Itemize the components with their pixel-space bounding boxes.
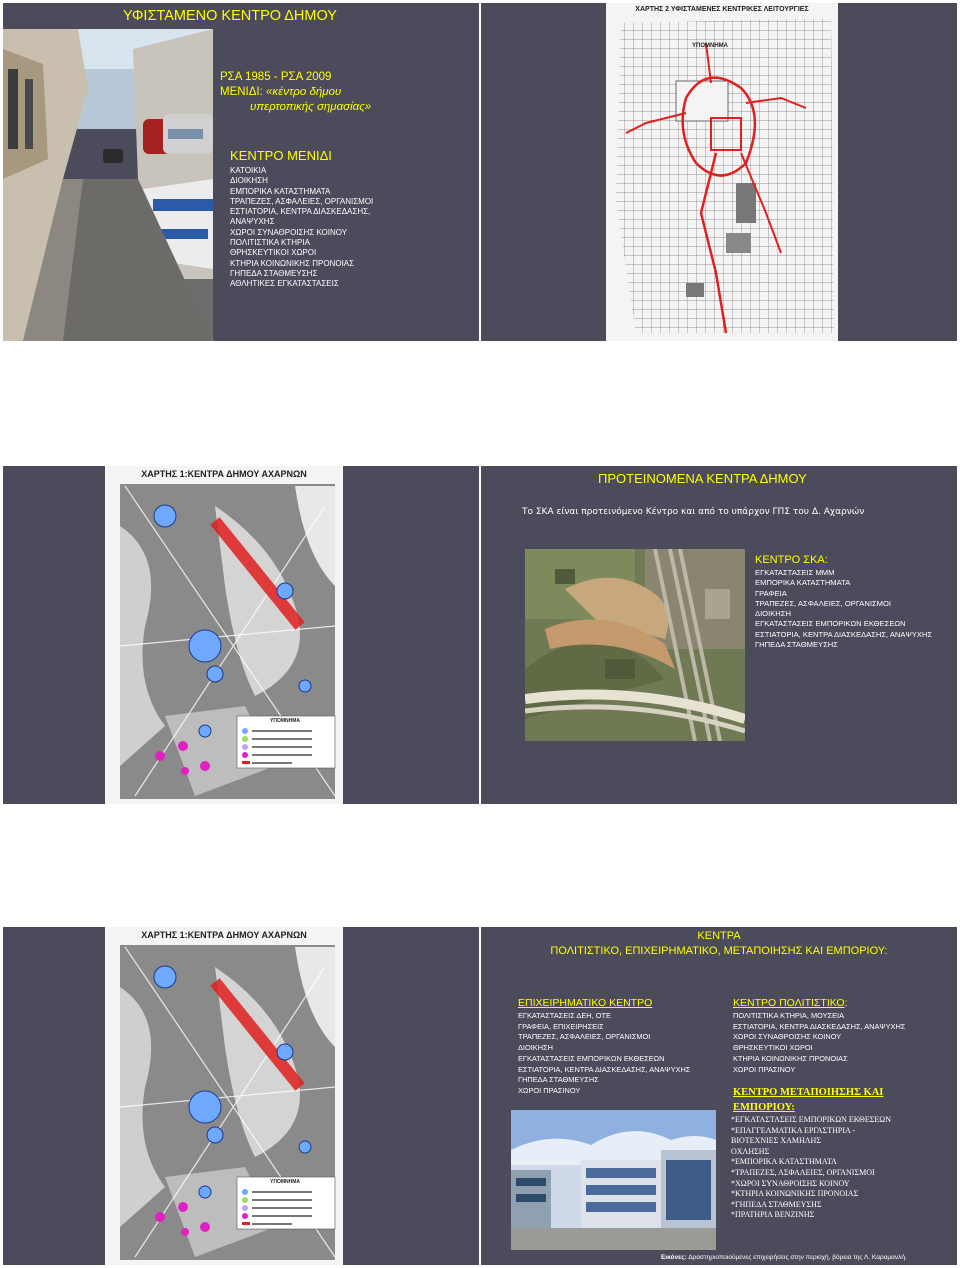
slide-centers-types xyxy=(481,927,957,1265)
map-title: ΧΑΡΤΗΣ 1:ΚΕΝΤΡΑ ΔΗΜΟΥ ΑΧΑΡΝΩΝ xyxy=(141,469,307,479)
list-item: *ΕΠΑΓΓΕΛΜΑΤΙΚΑ ΕΡΓΑΣΤΗΡΙΑ - xyxy=(731,1125,855,1135)
slide-proposed-centers xyxy=(481,466,957,804)
list-item: ΕΜΠΟΡΙΚΑ ΚΑΤΑΣΤΗΜΑΤΑ xyxy=(755,578,851,588)
ska-items xyxy=(755,568,932,650)
manuf-heading-line2: ΕΜΠΟΡΙΟΥ: xyxy=(733,1102,795,1113)
menidi-quote: «κέντρο δήμου xyxy=(266,86,342,98)
list-item: *ΤΡΑΠΕΖΕΣ, ΑΣΦΑΛΕΙΕΣ, ΟΡΓΑΝΙΣΜΟΙ xyxy=(731,1167,875,1177)
list-item: *ΚΤΗΡΙΑ ΚΟΙΝΩΝΙΚΗΣ ΠΡΟΝΟΙΑΣ xyxy=(731,1189,859,1199)
menidi-quote-line2: υπερτοπικής σημασίας» xyxy=(250,101,372,113)
map-title: ΧΑΡΤΗΣ 2 ΥΦΙΣΤΑΜΕΝΕΣ ΚΕΝΤΡΙΚΕΣ ΛΕΙΤΟΥΡΓΙΕΣ xyxy=(635,6,809,13)
ska-aerial-photo xyxy=(525,549,745,741)
list-item: ΚΑΤΟΙΚΙΑ xyxy=(230,166,267,175)
manuf-items xyxy=(731,1115,891,1221)
list-item: ΕΓΚΑΤΑΣΤΑΣΕΙΣ ΕΜΠΟΡΙΚΩΝ ΕΚΘΕΣΕΩΝ xyxy=(518,1053,665,1063)
center-heading: ΚΕΝΤΡΟ ΜΕΝΙΔΙ xyxy=(230,148,332,163)
culture-heading-text: ΚΕΝΤΡΟ ΠΟΛΙΤΙΣΤΙΚΟ xyxy=(733,997,845,1009)
slide-title-line2: ΠΟΛΙΤΙΣΤΙΚΟ, ΕΠΙΧΕΙΡΗΜΑΤΙΚΟ, ΜΕΤΑΠΟΙΗΣΗΣ ΚΑΙ ΕΜΠΟΡΙΟΥ: xyxy=(550,945,888,957)
list-item: ΔΙΟΙΚΗΣΗ xyxy=(518,1043,553,1053)
rsa-line: ΡΣΑ 1985 - ΡΣΑ 2009 xyxy=(220,71,332,83)
legend-title: ΥΠΟΜΝΗΜΑ xyxy=(692,43,728,49)
list-item: ΕΣΤΙΑΤΟΡΙΑ, ΚΕΝΤΡΑ ΔΙΑΣΚΕΔΑΣΗΣ, ΑΝΑΨΥΧΗΣ xyxy=(755,629,933,639)
list-item: *ΕΜΠΟΡΙΚΑ ΚΑΤΑΣΤΗΜΑΤΑ xyxy=(731,1157,837,1167)
culture-items xyxy=(733,1011,905,1075)
list-item: *ΕΓΚΑΤΑΣΤΑΣΕΙΣ ΕΜΠΟΡΙΚΩΝ ΕΚΘΕΣΕΩΝ xyxy=(731,1115,891,1124)
map-title: ΧΑΡΤΗΣ 1:ΚΕΝΤΡΑ ΔΗΜΟΥ ΑΧΑΡΝΩΝ xyxy=(141,930,307,940)
menidi-prefix: ΜΕΝΙΔΙ: xyxy=(220,86,263,98)
manuf-heading-line1: ΚΕΝΤΡΟ ΜΕΤΑΠΟΙΗΣΗΣ ΚΑΙ xyxy=(733,1087,884,1098)
slide-title-line1: ΚΕΝΤΡΑ xyxy=(697,930,741,942)
business-items xyxy=(518,1011,690,1097)
slide-centers-map-2 xyxy=(3,927,479,1265)
legend-title: ΥΠΟΜΝΗΜΑ xyxy=(270,1179,300,1185)
list-item: ΚΤΗΡΙΑ ΚΟΙΝΩΝΙΚΗΣ ΠΡΟΝΟΙΑΣ xyxy=(733,1053,848,1063)
list-item: ΔΙΟΙΚΗΣΗ xyxy=(230,176,268,186)
map-existing-functions xyxy=(606,3,838,341)
list-item: *ΓΗΠΕΔΑ ΣΤΑΘΜΕΥΣΗΣ xyxy=(731,1199,822,1209)
image-caption xyxy=(661,1254,907,1261)
caption-text: Δραστηριοποιούμενες επιχειρήσεις στην περιοχή, βόρεια της Λ. Καραμανλή. xyxy=(688,1254,907,1261)
list-item: ΘΡΗΣΚΕΥΤΙΚΟΙ ΧΩΡΟΙ xyxy=(230,248,317,258)
list-item: ΠΟΛΙΤΙΣΤΙΚΑ ΚΤΗΡΙΑ, ΜΟΥΣΕΙΑ xyxy=(733,1011,845,1020)
list-item: ΓΗΠΕΔΑ ΣΤΑΘΜΕΥΣΗΣ xyxy=(230,268,318,278)
list-item: ΓΗΠΕΔΑ ΣΤΑΘΜΕΥΣΗΣ xyxy=(755,640,838,650)
list-item: ΕΣΤΙΑΤΟΡΙΑ, ΚΕΝΤΡΑ ΔΙΑΣΚΕΔΑΣΗΣ, ΑΝΑΨΥΧΗΣ xyxy=(733,1021,906,1031)
business-heading: ΕΠΙΧΕΙΡΗΜΑΤΙΚΟ ΚΕΝΤΡΟ xyxy=(518,997,653,1009)
list-item: ΚΤΗΡΙΑ ΚΟΙΝΩΝΙΚΗΣ ΠΡΟΝΟΙΑΣ xyxy=(230,258,355,268)
list-item: ΓΗΠΕΔΑ ΣΤΑΘΜΕΥΣΗΣ xyxy=(518,1075,599,1085)
list-item: ΔΙΟΙΚΗΣΗ xyxy=(755,609,791,619)
menidi-items xyxy=(230,166,373,290)
list-item: *ΧΩΡΟΙ ΣΥΝΑΘΡΟΙΣΗΣ ΚΟΙΝΟΥ xyxy=(731,1178,850,1188)
list-item: ΒΙΟΤΕΧΝΙΕΣ ΧΑΜΗΛΗΣ xyxy=(731,1136,821,1146)
map-municipal-centers xyxy=(105,466,343,804)
culture-colon: : xyxy=(844,997,848,1009)
list-item: ΟΧΛΗΣΗΣ xyxy=(731,1146,770,1156)
list-item: ΕΓΚΑΤΑΣΤΑΣΕΙΣ ΔΕΗ, ΟΤΕ xyxy=(518,1011,611,1020)
menidi-line xyxy=(220,86,341,98)
list-item: ΤΡΑΠΕΖΕΣ, ΑΣΦΑΛΕΙΕΣ, ΟΡΓΑΝΙΣΜΟΙ xyxy=(518,1032,651,1042)
list-item: ΕΓΚΑΤΑΣΤΑΣΕΙΣ ΕΜΠΟΡΙΚΩΝ ΕΚΘΕΣΕΩΝ xyxy=(755,619,906,629)
slide-existing-center xyxy=(3,3,479,341)
list-item: ΤΡΑΠΕΖΕΣ, ΑΣΦΑΛΕΙΕΣ, ΟΡΓΑΝΙΣΜΟΙ xyxy=(755,598,891,608)
map-municipal-centers xyxy=(105,927,343,1265)
list-item: ΑΘΛΗΤΙΚΕΣ ΕΓΚΑΤΑΣΤΑΣΕΙΣ xyxy=(230,279,339,289)
list-item: ΕΜΠΟΡΙΚΑ ΚΑΤΑΣΤΗΜΑΤΑ xyxy=(230,186,331,196)
list-item: ΧΩΡΟΙ ΣΥΝΑΘΡΟΙΣΗΣ ΚΟΙΝΟΥ xyxy=(230,227,348,237)
list-item: ΑΝΑΨΥΧΗΣ xyxy=(230,217,275,227)
list-item: ΧΩΡΟΙ ΠΡΑΣΙΝΟΥ xyxy=(518,1085,581,1095)
list-item: ΧΩΡΟΙ ΠΡΑΣΙΝΟΥ xyxy=(733,1064,796,1074)
list-item: ΠΟΛΙΤΙΣΤΙΚΑ ΚΤΗΡΙΑ xyxy=(230,238,310,248)
list-item: ΘΡΗΣΚΕΥΤΙΚΟΙ ΧΩΡΟΙ xyxy=(733,1043,813,1053)
building-photo xyxy=(511,1110,716,1250)
list-item: ΓΡΑΦΕΙΑ, ΕΠΙΧΕΙΡΗΣΕΙΣ xyxy=(518,1021,604,1031)
list-item: ΕΣΤΙΑΤΟΡΙΑ, ΚΕΝΤΡΑ ΔΙΑΣΚΕΔΑΣΗΣ, ΑΝΑΨΥΧΗΣ xyxy=(518,1064,691,1074)
list-item: ΓΡΑΦΕΙΑ xyxy=(755,588,787,598)
slide-title: ΠΡΟΤΕΙΝΟΜΕΝΑ ΚΕΝΤΡΑ ΔΗΜΟΥ xyxy=(598,471,807,486)
list-item: ΕΓΚΑΤΑΣΤΑΣΕΙΣ ΜΜΜ xyxy=(755,568,835,577)
ska-heading: ΚΕΝΤΡΟ ΣΚΑ: xyxy=(755,554,828,566)
slide-title: ΥΦΙΣΤΑΜΕΝΟ ΚΕΝΤΡΟ ΔΗΜΟΥ xyxy=(123,8,337,24)
culture-heading xyxy=(733,997,848,1009)
street-photo xyxy=(3,29,213,341)
list-item: ΤΡΑΠΕΖΕΣ, ΑΣΦΑΛΕΙΕΣ, ΟΡΓΑΝΙΣΜΟΙ xyxy=(230,196,374,206)
list-item: ΕΣΤΙΑΤΟΡΙΑ, ΚΕΝΤΡΑ ΔΙΑΣΚΕΔΑΣΗΣ, xyxy=(230,207,371,217)
slide-subtitle: Το ΣΚΑ είναι προτεινόμενο Κέντρο και από το υπάρχον ΓΠΣ του Δ. Αχαρνών xyxy=(522,507,865,517)
slide-centers-map-1 xyxy=(3,466,479,804)
list-item: ΧΩΡΟΙ ΣΥΝΑΘΡΟΙΣΗΣ ΚΟΙΝΟΥ xyxy=(733,1032,842,1042)
caption-label: Εικόνες: xyxy=(661,1254,687,1261)
legend-title: ΥΠΟΜΝΗΜΑ xyxy=(270,718,300,724)
list-item: *ΠΡΑΤΗΡΙΑ ΒΕΝΖΙΝΗΣ xyxy=(731,1210,815,1220)
slide-existing-functions-map xyxy=(481,3,957,341)
